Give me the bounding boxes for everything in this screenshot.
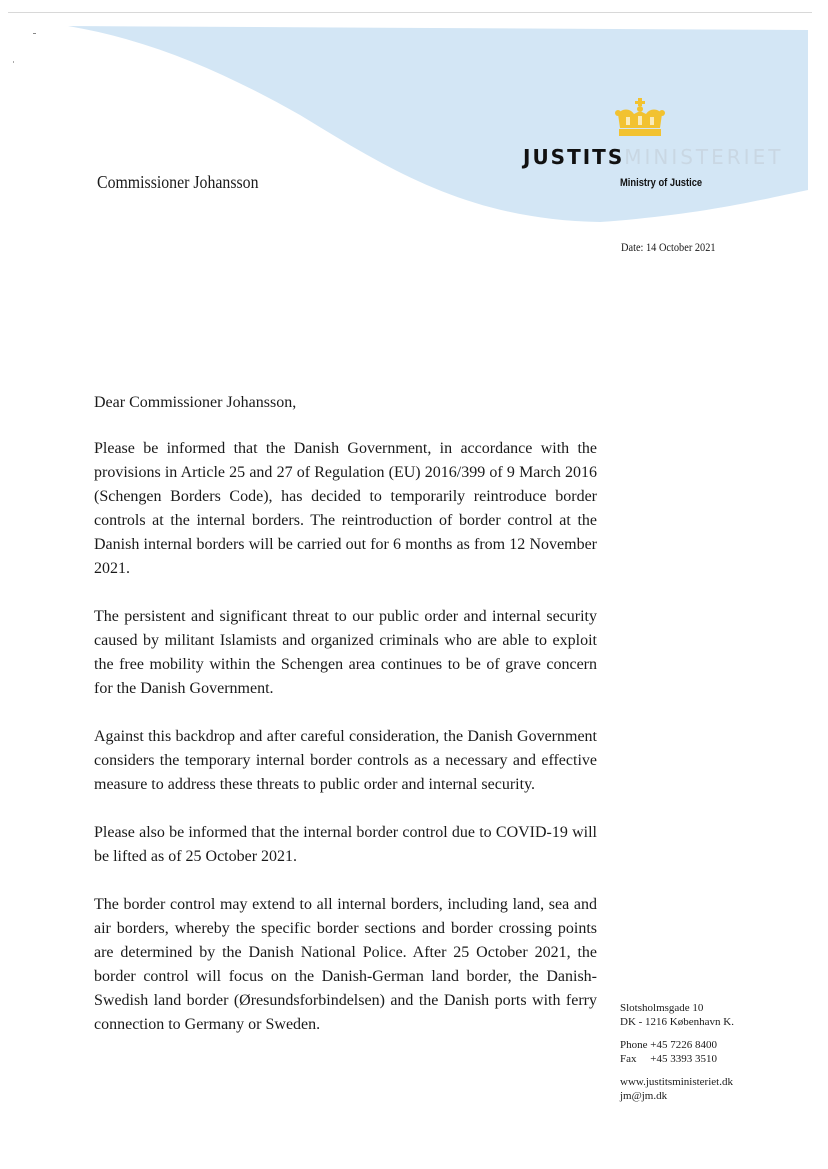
address-city: DK - 1216 København K. xyxy=(620,1016,734,1028)
website-link[interactable]: www.justitsministeriet.dk xyxy=(620,1076,733,1088)
recipient-name: Commissioner Johansson xyxy=(97,172,259,192)
salutation: Dear Commissioner Johansson, xyxy=(94,394,297,411)
paragraph-threat: The persistent and significant threat to our public order and internal security caused by militant Islamists and organized criminals who are able to exploit the free mobility within the Schengen area continues to be of grave concern for the Danish Government. xyxy=(94,608,597,697)
paragraph-measure: Against this backdrop and after careful consideration, the Danish Government considers the temporary internal border controls as a necessary and effective measure to address these threats to public order and internal security. xyxy=(94,728,597,793)
phone-number: Phone +45 7226 8400 xyxy=(620,1039,717,1051)
crown-icon xyxy=(612,98,668,140)
address-street: Slotsholmsgade 10 xyxy=(620,1002,704,1014)
paragraph-covid: Please also be informed that the internal border control due to COVID-19 will be lifted as of 25 October 2021. xyxy=(94,824,597,865)
letterhead-wave-background xyxy=(0,0,828,230)
fax-number: Fax +45 3393 3510 xyxy=(620,1053,717,1065)
logo-wordmark-light: MINISTERIET xyxy=(624,145,784,169)
contact-sidebar xyxy=(620,1001,734,1112)
phone-block xyxy=(620,1038,734,1066)
letter-body xyxy=(94,391,597,1061)
ministry-subtitle: Ministry of Justice xyxy=(620,177,703,189)
letter-date: Date: 14 October 2021 xyxy=(621,242,716,254)
paragraph-reintroduction: Please be informed that the Danish Government, in accordance with the provisions in Article 25 and 27 of Regulation (EU) 2016/399 of 9 March 2016 (Schengen Borders Code), has decided to temporarily reintroduce border controls at the internal borders. The reintroduction of border control at the Danish internal borders will be carried out for 6 months as from 12 November 2021. xyxy=(94,440,597,577)
email-link[interactable]: jm@jm.dk xyxy=(620,1090,668,1102)
web-block xyxy=(620,1075,734,1103)
logo-wordmark-bold: JUSTITS xyxy=(523,145,625,169)
ministry-logo xyxy=(523,145,783,169)
paragraph-scope: The border control may extend to all internal borders, including land, sea and air borders, whereby the specific border sections and border crossing points are determined by the Danish National Police. After 25 October 2021, the border control will focus on the Danish-German land border, the Danish-Swedish land border (Øresundsforbindelsen) and the Danish ports with ferry connection to Germany or Sweden. xyxy=(94,896,597,1033)
address-block xyxy=(620,1001,734,1029)
